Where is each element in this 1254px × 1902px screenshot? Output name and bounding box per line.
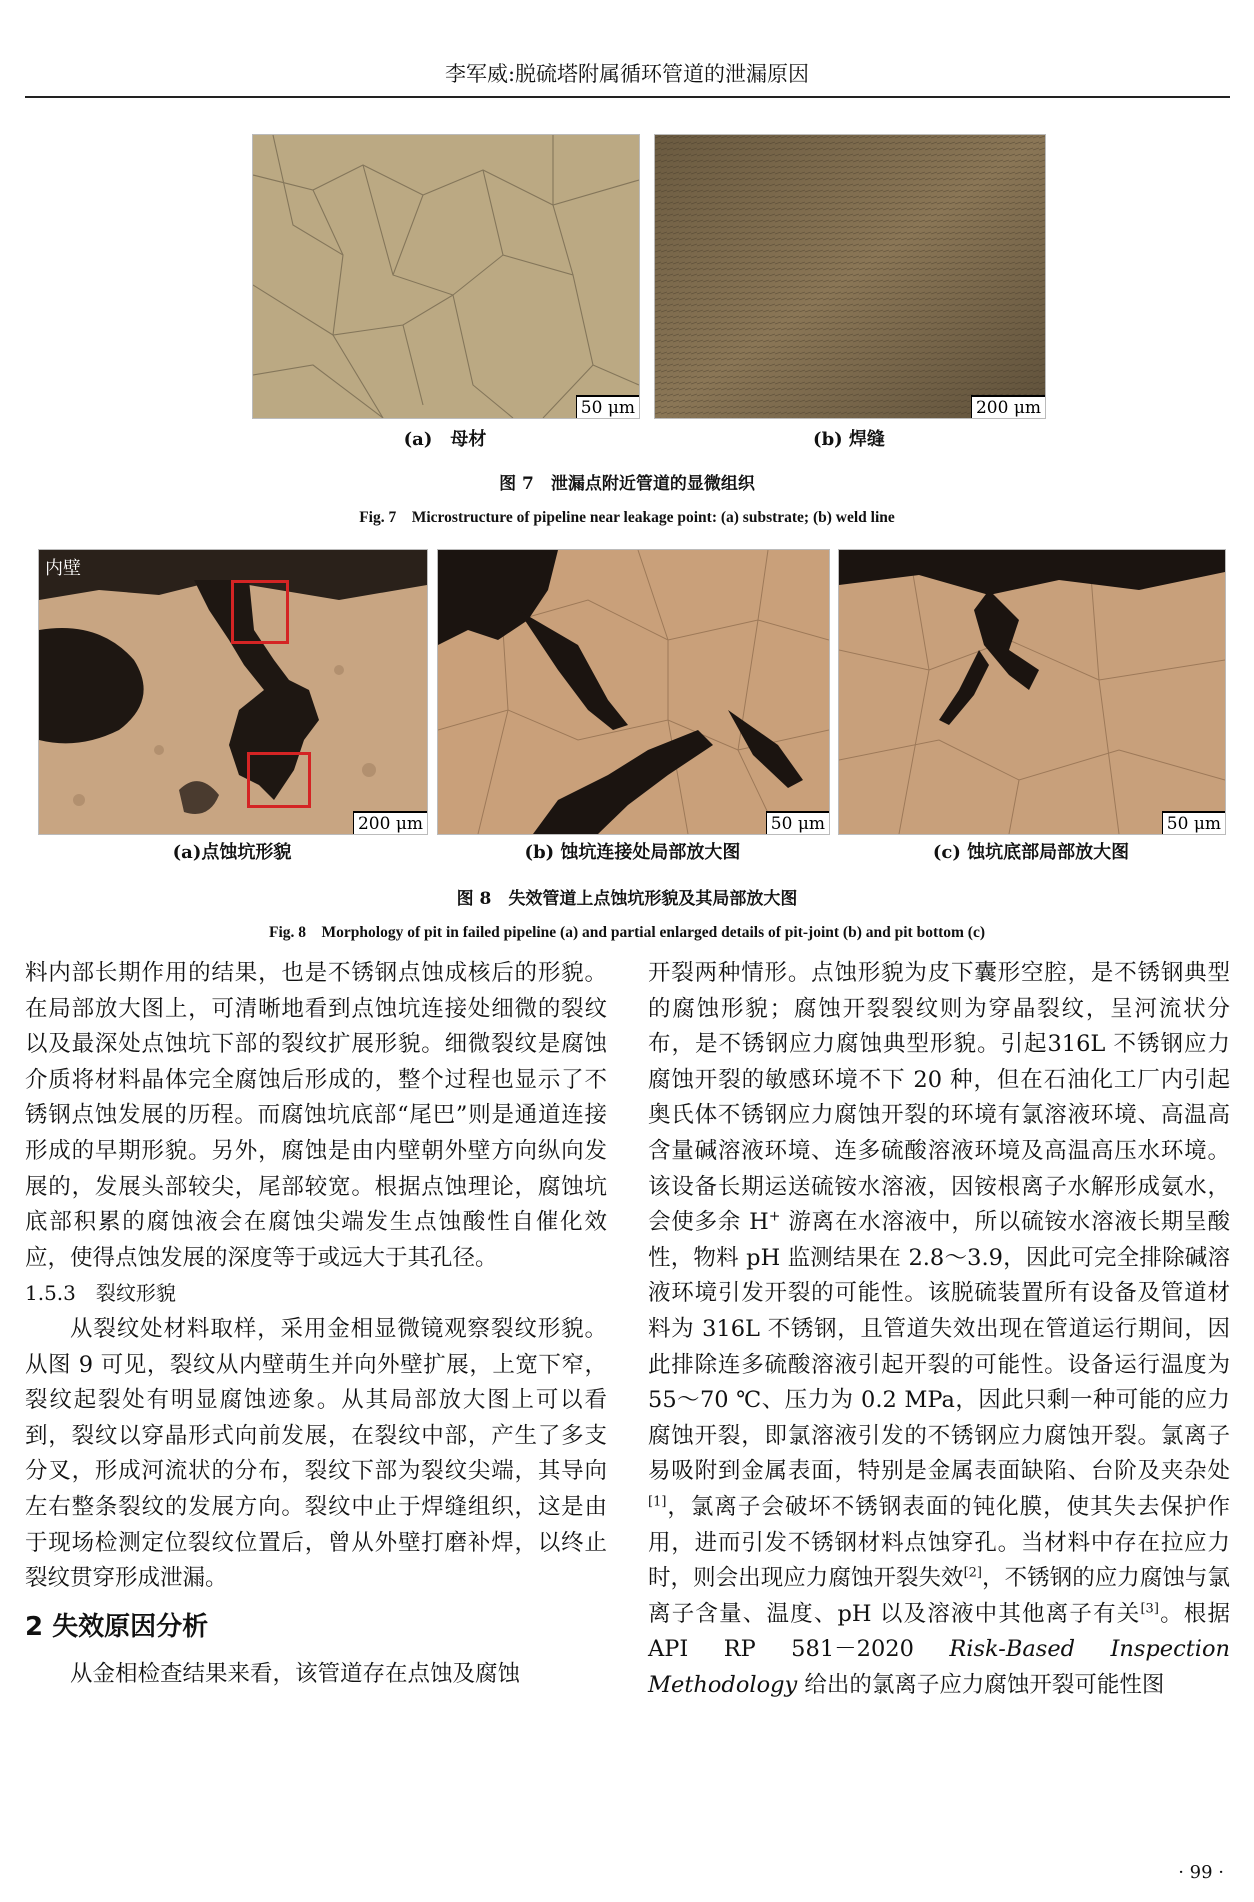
page-number: · 99 · (1178, 1862, 1224, 1883)
fig8-caption-cn: 图 8 失效管道上点蚀坑形貌及其局部放大图 (456, 889, 798, 909)
subsection-heading: 1.5.3 裂纹形貌 (25, 1281, 176, 1306)
fig7-caption-cn: 图 7 泄漏点附近管道的显微组织 (499, 474, 755, 494)
citation: [1] (648, 1494, 667, 1510)
text-run: 给出的氯离子应力腐蚀开裂可能性图 (797, 1671, 1165, 1698)
scale-bar: 50 μm (576, 395, 639, 418)
paragraph (648, 956, 1230, 1703)
fig8b-micrograph (437, 549, 830, 835)
running-header: 李军威:脱硫塔附属循环管道的泄漏原因 (444, 62, 810, 86)
fig7a-micrograph (252, 134, 640, 419)
right-text-column (648, 956, 1230, 1703)
left-text-column (25, 956, 607, 1692)
fig7b-micrograph (654, 134, 1046, 419)
fig8b-label: (b) 蚀坑连接处局部放大图 (524, 842, 741, 863)
scale-bar: 50 μm (766, 811, 829, 834)
citation: [2] (963, 1565, 983, 1581)
header-rule (25, 96, 1230, 98)
fig8c-micrograph (838, 549, 1226, 835)
highlight-box-pit-joint (231, 580, 289, 644)
superscript: + (768, 1208, 781, 1225)
scale-bar: 50 μm (1162, 811, 1225, 834)
fig8a-micrograph (38, 549, 428, 835)
fig7a-label: (a) 母材 (403, 429, 487, 450)
text-run: 开裂两种情形。点蚀形貌为皮下囊形空腔，是不锈钢典型的腐蚀形貌；腐蚀开裂裂纹则为穿晶裂纹，呈河流状分布，是不锈钢应力腐蚀典型形貌。引起316L 不锈钢应力腐蚀开裂的敏感环境不下 20 种，但在石油化工厂内引起奥氏体不锈钢应力腐蚀开裂的环境有氯溶液环境、高温高含量碱溶液环境、连多硫酸溶液环境及高温高压水环境。该设备长期运送硫铵水溶液，因铵根离子水解形成氨水，会使多余 H (648, 960, 1230, 1236)
paragraph: 从金相检查结果来看，该管道存在点蚀及腐蚀 (70, 1660, 521, 1687)
pit-bottom-detail-image (839, 550, 1225, 834)
paragraph: 从裂纹处材料取样，采用金相显微镜观察裂纹形貌。从图 9 可见，裂纹从内壁萌生并向外壁扩展，上宽下窄，裂纹起裂处有明显腐蚀迹象。从其局部放大图上可以看到，裂纹以穿晶形式向前发展，在裂纹中部，产生了多支分叉，形成河流状的分布，裂纹下部为裂纹尖端，其导向左右整条裂纹的发展方向。裂纹中止于焊缝组织，这是由于现场检测定位裂纹位置后，曾从外壁打磨补焊，以终止裂纹贯穿形成泄漏。 (25, 1315, 607, 1592)
fig8a-label: (a)点蚀坑形貌 (172, 842, 292, 863)
section-heading: 2 失效原因分析 (25, 1611, 209, 1642)
substrate-microstructure-image (253, 135, 639, 418)
text-run: 。根据 API RP 581－2020 (648, 1600, 1230, 1663)
italic-title: Risk-Based Inspection Methodology (648, 1636, 1230, 1698)
scale-bar: 200 μm (971, 395, 1045, 418)
scale-bar: 200 μm (353, 811, 427, 834)
paragraph: 料内部长期作用的结果，也是不锈钢点蚀成核后的形貌。在局部放大图上，可清晰地看到点蚀坑连接处细微的裂纹以及最深处点蚀坑下部的裂纹扩展形貌。细微裂纹是腐蚀介质将材料晶体完全腐蚀后形成的，整个过程也显示了不锈钢点蚀发展的历程。而腐蚀坑底部“尾巴”则是通道连接形成的早期形貌。另外，腐蚀是由内壁朝外壁方向纵向发展的，发展头部较尖，尾部较宽。根据点蚀理论，腐蚀坑底部积累的腐蚀液会在腐蚀尖端发生点蚀酸性自催化效应，使得点蚀发展的深度等于或远大于其孔径。 (25, 960, 607, 1271)
text-run: ，氯离子会破坏不锈钢表面的钝化膜，使其失去保护作用，进而引发不锈钢材料点蚀穿孔。当材料中存在拉应力时，则会出现应力腐蚀开裂失效 (648, 1493, 1230, 1592)
weld-microstructure-image (655, 135, 1045, 418)
pit-joint-detail-image (438, 550, 829, 834)
text-run: 游离在水溶液中，所以硫铵水溶液长期呈酸性，物料 pH 监测结果在 2.8～3.9，因此可完全排除碱溶液环境引发开裂的可能性。该脱硫装置所有设备及管道材料为 316L 不锈钢，且管道失效出现在管道运行期间，因此排除连多硫酸溶液引起开裂的可能性。设备运行温度为 55～70 ℃、压力为 0.2 MPa，因此只剩一种可能的应力腐蚀开裂，即氯溶液引发的不锈钢应力腐蚀开裂。氯离子易吸附到金属表面，特别是金属表面缺陷、台阶及夹杂处 (648, 1209, 1230, 1485)
inner-wall-label: 内壁 (45, 558, 81, 579)
fig7b-label: (b) 焊缝 (813, 429, 885, 450)
highlight-box-pit-bottom (247, 752, 311, 808)
citation: [3] (1140, 1601, 1159, 1617)
text-run: ，不锈钢的应力腐蚀与氯离子含量、温度、pH 以及溶液中其他离子有关 (648, 1565, 1230, 1627)
fig8c-label: (c) 蚀坑底部局部放大图 (932, 842, 1130, 863)
fig7-caption-en: Fig. 7 Microstructure of pipeline near leakage point: (a) substrate; (b) weld line (359, 509, 895, 526)
fig8-caption-en: Fig. 8 Morphology of pit in failed pipeline (a) and partial enlarged details of pit-joint (b) and pit bottom (c) (268, 924, 986, 941)
